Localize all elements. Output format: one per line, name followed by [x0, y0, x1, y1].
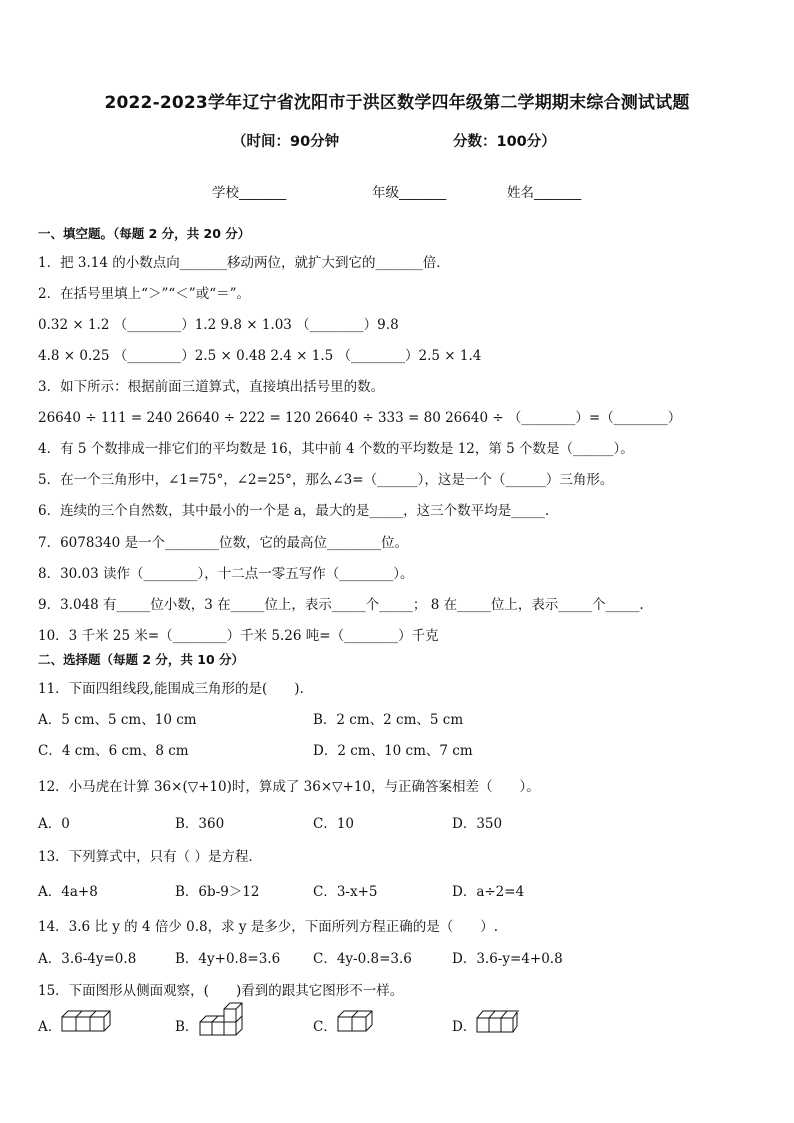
- option-a: A．0: [38, 816, 70, 832]
- option-d: D．a÷2=4: [452, 884, 525, 900]
- cube-figure-b: [198, 1002, 252, 1038]
- question-stem: 11．下面四组线段,能围成三角形的是( ).: [38, 681, 304, 697]
- cube-figure-a: [60, 1008, 112, 1034]
- question-line: 3．如下所示：根据前面三道算式，直接填出括号里的数。: [38, 379, 385, 395]
- school-field: 学校_______: [212, 185, 287, 201]
- question-line: 9．3.048 有_____位小数，3 在_____位上，表示_____个_____； 8 在_____位上，表示_____个_____.: [38, 597, 644, 613]
- name-field: 姓名_______: [507, 185, 582, 201]
- total-score: 分数：100分）: [453, 134, 556, 150]
- option-c: C．10: [313, 816, 355, 832]
- question-line: 1．把 3.14 的小数点向_______移动两位，就扩大到它的_______倍．: [38, 255, 450, 271]
- option-d: D．: [452, 1019, 477, 1035]
- question-line: 0.32 × 1.2 （________）1.2 9.8 × 1.03 （________）9.8: [38, 317, 399, 333]
- cube-figure-c: [336, 1008, 378, 1034]
- option-d: D．3.6-y=4+0.8: [452, 951, 563, 967]
- question-line: 7．6078340 是一个________位数，它的最高位________位。: [38, 535, 409, 551]
- option-b: B．: [175, 1019, 199, 1035]
- option-a: A．4a+8: [38, 884, 98, 900]
- time-limit: （时间：90分钟: [232, 134, 340, 150]
- question-stem: 13．下列算式中，只有（ ）是方程．: [38, 849, 262, 865]
- option-c: C．: [313, 1019, 337, 1035]
- question-line: 8．30.03 读作（________），十二点一零五写作（________）。: [38, 566, 414, 582]
- option-b: B．6b-9＞12: [175, 884, 260, 900]
- option-a: A．3.6-4y=0.8: [38, 951, 137, 967]
- cube-figure-d: [475, 1007, 519, 1035]
- option-a: A．5 cm、5 cm、10 cm: [38, 712, 197, 728]
- question-line: 4．有 5 个数排成一排它们的平均数是 16，其中前 4 个数的平均数是 12，第 5 个数是（______）。: [38, 441, 634, 457]
- option-b: B．4y+0.8=3.6: [175, 951, 281, 967]
- question-line: 6．连续的三个自然数，其中最小的一个是 a，最大的是_____，这三个数平均是_____.: [38, 503, 550, 519]
- option-a: A．: [38, 1019, 62, 1035]
- option-d: D．2 cm、10 cm、7 cm: [313, 743, 473, 759]
- question-stem: 15．下面图形从侧面观察，( )看到的跟其它图形不一样。: [38, 983, 404, 999]
- question-line: 4.8 × 0.25 （________）2.5 × 0.48 2.4 × 1.5 （________）2.5 × 1.4: [38, 348, 482, 364]
- page-title: 2022-2023学年辽宁省沈阳市于洪区数学四年级第二学期期末综合测试试题: [104, 93, 690, 113]
- option-c: C．4 cm、6 cm、8 cm: [38, 743, 189, 759]
- question-line: 10．3 千米 25 米=（________）千米 5.26 吨=（________）千克: [38, 628, 439, 644]
- section-heading-fill-in: 一、填空题。（每题 2 分，共 20 分）: [38, 226, 251, 241]
- question-line: 2．在括号里填上“＞”“＜”或“＝”。: [38, 286, 250, 302]
- question-line: 5．在一个三角形中，∠1=75°，∠2=25°，那么∠3=（______），这是一个（______）三角形。: [38, 472, 614, 488]
- question-stem: 12．小马虎在计算 36×(▽+10)时，算成了 36×▽+10，与正确答案相差（ ）。: [38, 779, 540, 795]
- option-c: C．3-x+5: [313, 884, 378, 900]
- option-d: D．350: [452, 816, 503, 832]
- question-line: 26640 ÷ 111 = 240 26640 ÷ 222 = 120 26640 ÷ 333 = 80 26640 ÷ （________）=（________）: [38, 410, 682, 426]
- option-b: B．360: [175, 816, 225, 832]
- grade-field: 年级_______: [372, 185, 447, 201]
- section-heading-choice: 二、选择题（每题 2 分，共 10 分）: [38, 652, 245, 667]
- question-stem: 14．3.6 比 y 的 4 倍少 0.8，求 y 是多少，下面所列方程正确的是（ ）.: [38, 919, 499, 935]
- option-c: C．4y-0.8=3.6: [313, 951, 412, 967]
- option-b: B．2 cm、2 cm、5 cm: [313, 712, 464, 728]
